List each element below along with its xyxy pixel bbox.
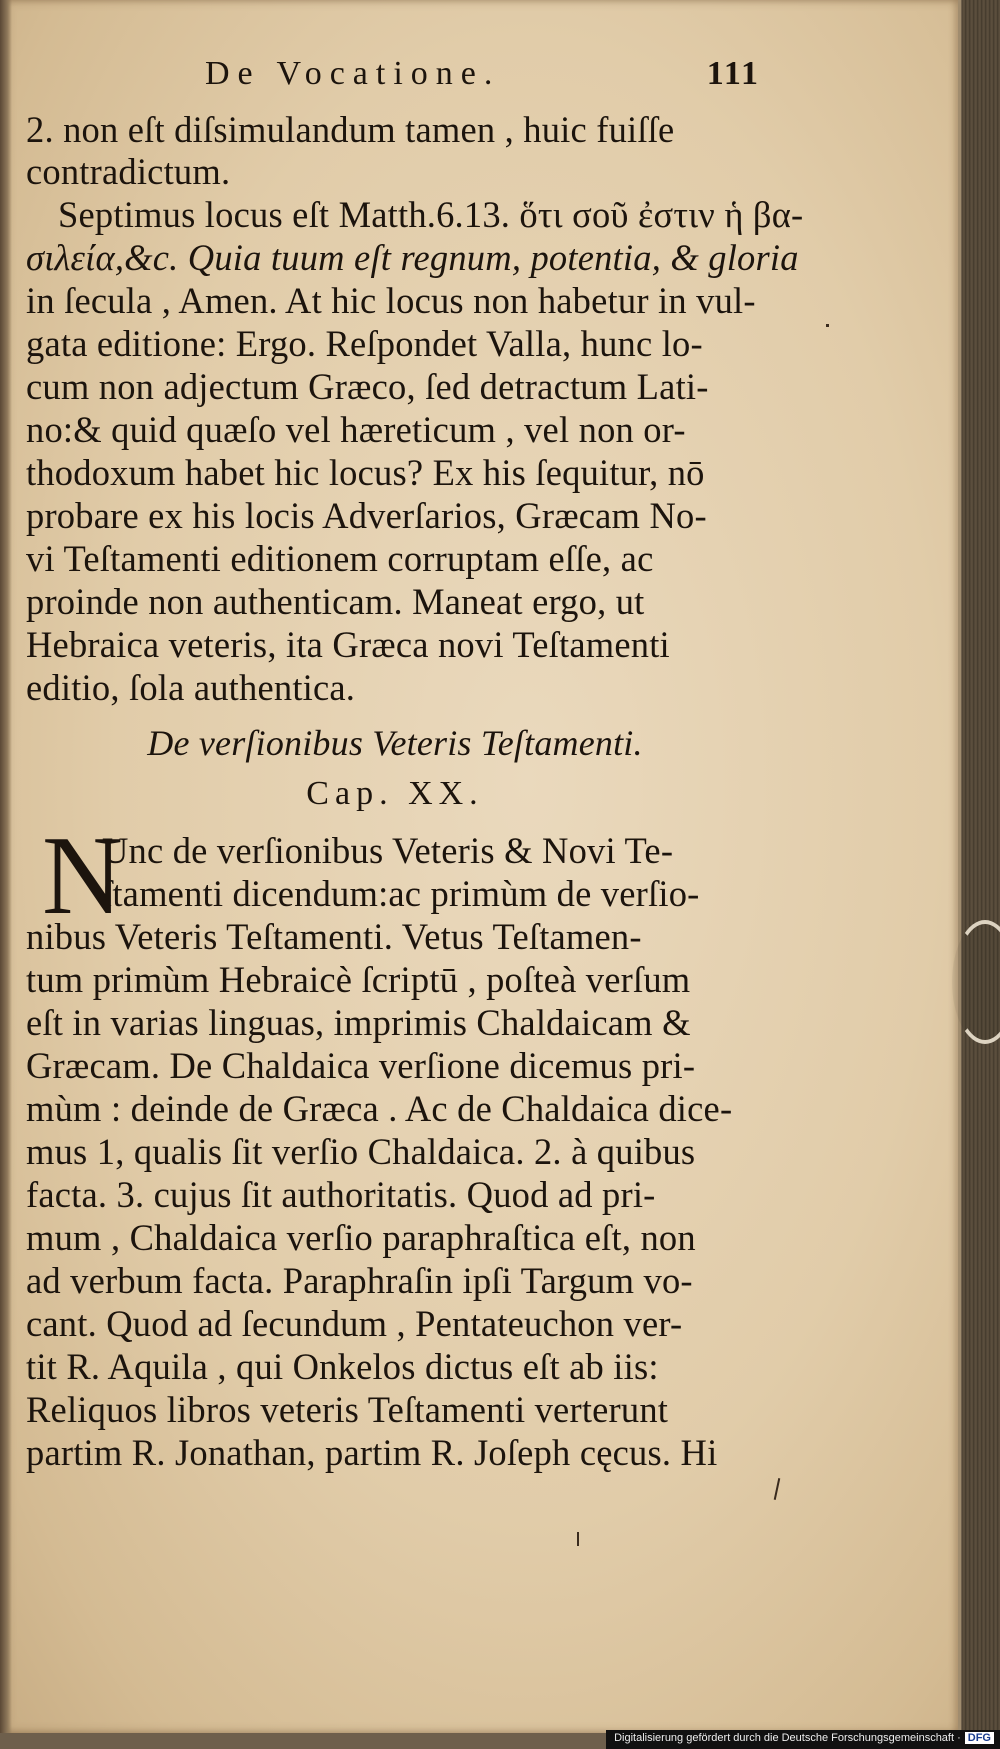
text-line: proinde non authenticam. Maneat ergo, ut bbox=[26, 581, 645, 622]
text-line: Reliquos libros veteris Teſtamenti verterunt bbox=[26, 1389, 669, 1430]
text-line: eſt in varias linguas, imprimis Chaldaicam & bbox=[26, 1002, 691, 1043]
text-line: thodoxum habet hic locus? Ex his ſequitur, nō bbox=[26, 452, 705, 493]
text-line: gata editione: Ergo. Reſpondet Valla, hunc lo- bbox=[26, 323, 703, 364]
text-line: in ſecula , Amen. At hic locus non habetur in vul- bbox=[26, 280, 756, 321]
text-line: 2. non eſt diſsimulandum tamen , huic fuiſſe bbox=[26, 109, 675, 150]
page-binding-shadow bbox=[0, 0, 12, 1733]
dfg-logo: DFG bbox=[965, 1732, 994, 1744]
digitization-footer bbox=[606, 1730, 1000, 1749]
text-line: contradictum. bbox=[26, 151, 231, 192]
running-head-title: De Vocatione. bbox=[205, 55, 501, 92]
text-line: Septimus locus eſt Matth.6.13. ὅτι σοῦ ἐστιν ἡ βα- bbox=[58, 194, 804, 235]
section-subheading: De verſionibus Veteris Teſtamenti. bbox=[147, 723, 643, 763]
text-line: mus 1, qualis ſit verſio Chaldaica. 2. à quibus bbox=[26, 1131, 696, 1172]
text-line: ad verbum facta. Paraphraſin ipſi Targum vo- bbox=[26, 1260, 693, 1301]
text-line: facta. 3. cujus ſit authoritatis. Quod ad pri- bbox=[26, 1174, 656, 1215]
chapter-heading: Cap. XX. bbox=[306, 775, 484, 812]
text-line: no:& quid quæſo vel hæreticum , vel non or- bbox=[26, 409, 686, 450]
text-line: tum primùm Hebraicè ſcriptū , poſteà verſum bbox=[26, 959, 691, 1000]
text-line: vi Teſtamenti editionem corruptam eſſe, ac bbox=[26, 538, 654, 579]
text-line: editio, ſola authentica. bbox=[26, 667, 356, 708]
text-line: mum , Chaldaica verſio paraphraſtica eſt, non bbox=[26, 1217, 696, 1258]
text-line: σιλεία,&c. Quia tuum eſt regnum, potentia, & gloria bbox=[26, 237, 799, 278]
book-edge bbox=[962, 0, 1000, 1749]
ink-speck bbox=[774, 1478, 781, 1500]
text-line: cum non adjectum Græco, ſed detractum Lati- bbox=[26, 366, 709, 407]
text-line: cant. Quod ad ſecundum , Pentateuchon ver- bbox=[26, 1303, 683, 1344]
text-line: ſtamenti dicendum:ac primùm de verſio- bbox=[102, 873, 700, 914]
text-line: nibus Veteris Teſtamenti. Vetus Teſtamen- bbox=[26, 916, 642, 957]
text-line: partim R. Jonathan, partim R. Joſeph cęcus. Hi bbox=[26, 1432, 718, 1473]
page-number: 111 bbox=[706, 55, 760, 92]
text-line: Græcam. De Chaldaica verſione dicemus pri- bbox=[26, 1045, 696, 1086]
text-line: probare ex his locis Adverſarios, Græcam No- bbox=[26, 495, 707, 536]
ink-speck bbox=[826, 324, 829, 327]
text-line: Hebraica veteris, ita Græca novi Teſtamenti bbox=[26, 624, 670, 665]
drop-cap-initial: N bbox=[42, 814, 124, 938]
text-line: Unc de verſionibus Veteris & Novi Te- bbox=[102, 830, 674, 871]
text-line: tit R. Aquila , qui Onkelos dictus eſt ab iis: bbox=[26, 1346, 659, 1387]
running-head bbox=[205, 55, 760, 103]
text-line: mùm : deinde de Græca . Ac de Chaldaica dice- bbox=[26, 1088, 733, 1129]
ink-speck bbox=[577, 1532, 579, 1546]
footer-text: Digitalisierung gefördert durch die Deutsche Forschungsgemeinschaft · bbox=[614, 1732, 961, 1744]
